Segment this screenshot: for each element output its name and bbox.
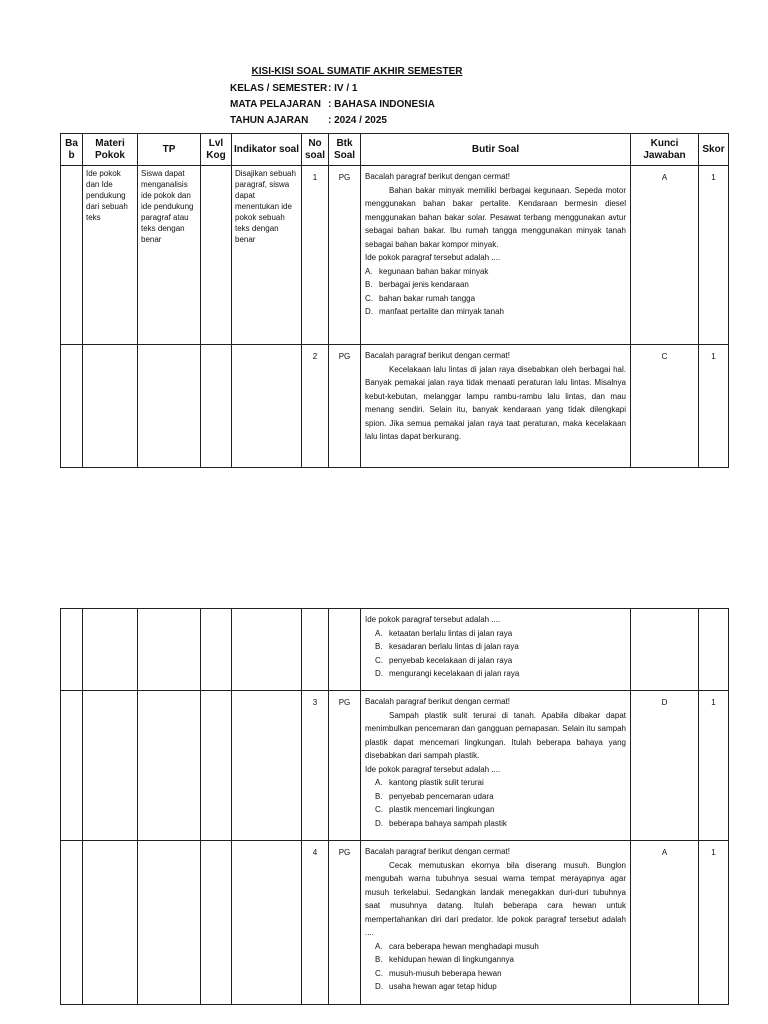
option-text: penyebab pencemaran udara xyxy=(389,791,494,801)
cell-bab xyxy=(61,345,83,468)
cell-butir-soal xyxy=(361,691,631,841)
cell-tp: Siswa dapat menganalisis ide pokok dan ide pendukung paragraf atau teks dengan benar xyxy=(138,166,201,345)
soal-intro: Bacalah paragraf berikut dengan cermat! xyxy=(365,172,510,181)
cell-no xyxy=(302,609,329,691)
kisi-kisi-table xyxy=(60,133,729,468)
cell-lvl xyxy=(201,166,232,345)
col-header-bab: Ba b xyxy=(61,134,83,166)
option-c xyxy=(365,654,626,668)
cell-skor: 1 xyxy=(699,345,729,468)
soal-paragraph: Cecak memutuskan ekornya bila diserang musuh. Bunglon mengubah warna tubuhnya sesuai warna tempat merayapnya agar musuh terkelabui. Sedangkan landak menegakkan duri-duri tubuhnya saat musuhnya datang. Itulah beberapa cara hewan untuk mempertahankan diri dari predator. Ide pokok paragraf tersebut adalah .... xyxy=(365,860,626,937)
soal-paragraph: Sampah plastik sulit terurai di tanah. Apabila dibakar dapat menimbulkan pencemaran dan gangguan pernapasan. Selain itu sampah plastik dapat mencemari lingkungan. Itulah beberapa bahaya yang disebabkan dari sampah plastik. xyxy=(365,710,626,760)
option-text: beberapa bahaya sampah plastik xyxy=(389,818,507,828)
table-header-row xyxy=(61,134,729,166)
cell-btk xyxy=(329,609,361,691)
cell-no: 3 xyxy=(302,691,329,841)
cell-kunci: C xyxy=(631,345,699,468)
option-b xyxy=(365,640,626,654)
option-text: plastik mencemari lingkungan xyxy=(389,805,495,814)
option-letter: A. xyxy=(375,628,383,638)
options-list xyxy=(365,776,626,830)
option-text: kantong plastik sulit terurai xyxy=(389,778,484,787)
cell-indikator xyxy=(232,841,302,1005)
cell-lvl xyxy=(201,609,232,691)
col-header-kunci: Kunci Jawaban xyxy=(631,134,699,166)
cell-kunci: A xyxy=(631,841,699,1005)
option-letter: D. xyxy=(375,818,383,828)
option-b xyxy=(365,790,626,804)
cell-btk: PG xyxy=(329,166,361,345)
soal-question: Ide pokok paragraf tersebut adalah .... xyxy=(365,253,501,262)
option-text: berbagai jenis kendaraan xyxy=(379,280,469,289)
cell-butir-soal xyxy=(361,609,631,691)
option-c xyxy=(365,803,626,817)
option-letter: C. xyxy=(375,655,383,665)
cell-btk: PG xyxy=(329,345,361,468)
option-letter: B. xyxy=(375,955,383,964)
table-row xyxy=(61,609,729,691)
soal-intro: Bacalah paragraf berikut dengan cermat! xyxy=(365,697,510,706)
meta-label: MATA PELAJARAN xyxy=(230,99,321,110)
cell-butir-soal xyxy=(361,841,631,1005)
meta-row-tahun xyxy=(230,113,435,129)
cell-indikator xyxy=(232,691,302,841)
option-a xyxy=(365,940,626,954)
document-meta xyxy=(230,81,435,129)
meta-label: KELAS / SEMESTER xyxy=(230,83,328,94)
cell-btk: PG xyxy=(329,691,361,841)
table-row xyxy=(61,841,729,1005)
col-header-butir: Butir Soal xyxy=(361,134,631,166)
cell-indikator: Disajikan sebuah paragraf, siswa dapat menentukan ide pokok sebuah teks dengan benar xyxy=(232,166,302,345)
table-row xyxy=(61,166,729,345)
option-d xyxy=(365,817,626,831)
cell-tp xyxy=(138,609,201,691)
option-a xyxy=(365,776,626,790)
cell-tp xyxy=(138,691,201,841)
option-d xyxy=(365,667,626,681)
cell-tp xyxy=(138,841,201,1005)
cell-kunci: D xyxy=(631,691,699,841)
kisi-kisi-table-continued xyxy=(60,608,729,1005)
cell-bab xyxy=(61,841,83,1005)
option-letter: A. xyxy=(375,778,383,787)
option-text: kegunaan bahan bakar minyak xyxy=(379,266,489,276)
cell-materi xyxy=(83,691,138,841)
cell-butir-soal xyxy=(361,166,631,345)
option-letter: B. xyxy=(375,642,383,651)
cell-indikator xyxy=(232,609,302,691)
option-c xyxy=(365,292,626,306)
cell-kunci xyxy=(631,609,699,691)
cell-bab xyxy=(61,609,83,691)
option-letter: D. xyxy=(375,669,383,678)
cell-no: 2 xyxy=(302,345,329,468)
option-letter: D. xyxy=(365,307,373,316)
cell-materi xyxy=(83,609,138,691)
option-d xyxy=(365,305,626,319)
table-row xyxy=(61,345,729,468)
col-header-lvl: Lvl Kog xyxy=(201,134,232,166)
col-header-indikator: Indikator soal xyxy=(232,134,302,166)
cell-bab xyxy=(61,691,83,841)
option-letter: C. xyxy=(375,805,383,814)
option-text: mengurangi kecelakaan di jalan raya xyxy=(389,669,520,678)
cell-lvl xyxy=(201,691,232,841)
cell-bab xyxy=(61,166,83,345)
meta-value: : BAHASA INDONESIA xyxy=(328,99,435,110)
options-list xyxy=(365,627,626,681)
option-letter: D. xyxy=(375,982,383,991)
soal-paragraph: Kecelakaan lalu lintas di jalan raya disebabkan oleh berbagai hal. Banyak pemakai jalan raya tidak menaati peraturan lalu lintas. Misalnya kebut-kebutan, melanggar lampu rambu-rambu lalu lintas, dan mau menang sendiri. Selain itu, banyak kendaraan yang tidak dilengkapi spion. Jika semua pemakai jalan raya taat peraturan, maka kecelakaan lalu lintas dapat berkurang. xyxy=(365,364,626,441)
meta-row-mapel xyxy=(230,97,435,113)
cell-skor: 1 xyxy=(699,691,729,841)
cell-no: 4 xyxy=(302,841,329,1005)
options-list xyxy=(365,265,626,319)
cell-skor: 1 xyxy=(699,841,729,1005)
cell-kunci: A xyxy=(631,166,699,345)
soal-question: Ide pokok paragraf tersebut adalah .... xyxy=(365,615,501,624)
option-letter: A. xyxy=(365,266,373,276)
cell-tp xyxy=(138,345,201,468)
option-letter: A. xyxy=(375,941,383,951)
table-row xyxy=(61,691,729,841)
meta-label: TAHUN AJARAN xyxy=(230,115,309,126)
meta-row-kelas xyxy=(230,81,435,97)
col-header-no: No soal xyxy=(302,134,329,166)
option-c xyxy=(365,967,626,981)
option-text: kehidupan hewan di lingkungannya xyxy=(389,955,514,964)
option-letter: C. xyxy=(365,293,373,303)
meta-value: : IV / 1 xyxy=(328,83,358,94)
options-list xyxy=(365,940,626,994)
option-letter: B. xyxy=(365,280,373,289)
option-text: penyebab kecelakaan di jalan raya xyxy=(389,655,513,665)
option-letter: C. xyxy=(375,968,383,978)
option-b xyxy=(365,953,626,967)
cell-no: 1 xyxy=(302,166,329,345)
col-header-btk: Btk Soal xyxy=(329,134,361,166)
meta-value: : 2024 / 2025 xyxy=(328,115,387,126)
col-header-skor: Skor xyxy=(699,134,729,166)
option-d xyxy=(365,980,626,994)
cell-indikator xyxy=(232,345,302,468)
cell-skor: 1 xyxy=(699,166,729,345)
cell-materi: Ide pokok dan Ide pendukung dari sebuah teks xyxy=(83,166,138,345)
col-header-tp: TP xyxy=(138,134,201,166)
cell-btk: PG xyxy=(329,841,361,1005)
soal-question: Ide pokok paragraf tersebut adalah .... xyxy=(365,764,501,774)
cell-butir-soal xyxy=(361,345,631,468)
option-text: usaha hewan agar tetap hidup xyxy=(389,982,497,991)
option-text: manfaat pertalite dan minyak tanah xyxy=(379,307,504,316)
option-text: cara beberapa hewan menghadapi musuh xyxy=(389,941,539,951)
cell-skor xyxy=(699,609,729,691)
option-text: ketaatan berlalu lintas di jalan raya xyxy=(389,628,513,638)
col-header-materi: Materi Pokok xyxy=(83,134,138,166)
option-b xyxy=(365,278,626,292)
cell-lvl xyxy=(201,841,232,1005)
soal-paragraph: Bahan bakar minyak memiliki berbagai kegunaan. Sepeda motor menggunakan bahan bakar pertalite. Kendaraan bermesin diesel menggunakan bahan bakar solar. Pesawat terbang menggunakan avtur sebagai bahan bakar. Ibu rumah tangga menggunakan minyak tanah sebagai bahan bakar kompor minyak. xyxy=(365,185,626,249)
option-text: bahan bakar rumah tangga xyxy=(379,293,476,303)
option-a xyxy=(365,265,626,279)
cell-lvl xyxy=(201,345,232,468)
option-letter: B. xyxy=(375,791,383,801)
cell-materi xyxy=(83,841,138,1005)
option-a xyxy=(365,627,626,641)
option-text: musuh-musuh beberapa hewan xyxy=(389,968,502,978)
soal-intro: Bacalah paragraf berikut dengan cermat! xyxy=(365,847,510,856)
option-text: kesadaran berlalu lintas di jalan raya xyxy=(389,642,519,651)
document-title: KISI-KISI SOAL SUMATIF AKHIR SEMESTER xyxy=(251,66,463,77)
soal-intro: Bacalah paragraf berikut dengan cermat! xyxy=(365,351,510,360)
cell-materi xyxy=(83,345,138,468)
